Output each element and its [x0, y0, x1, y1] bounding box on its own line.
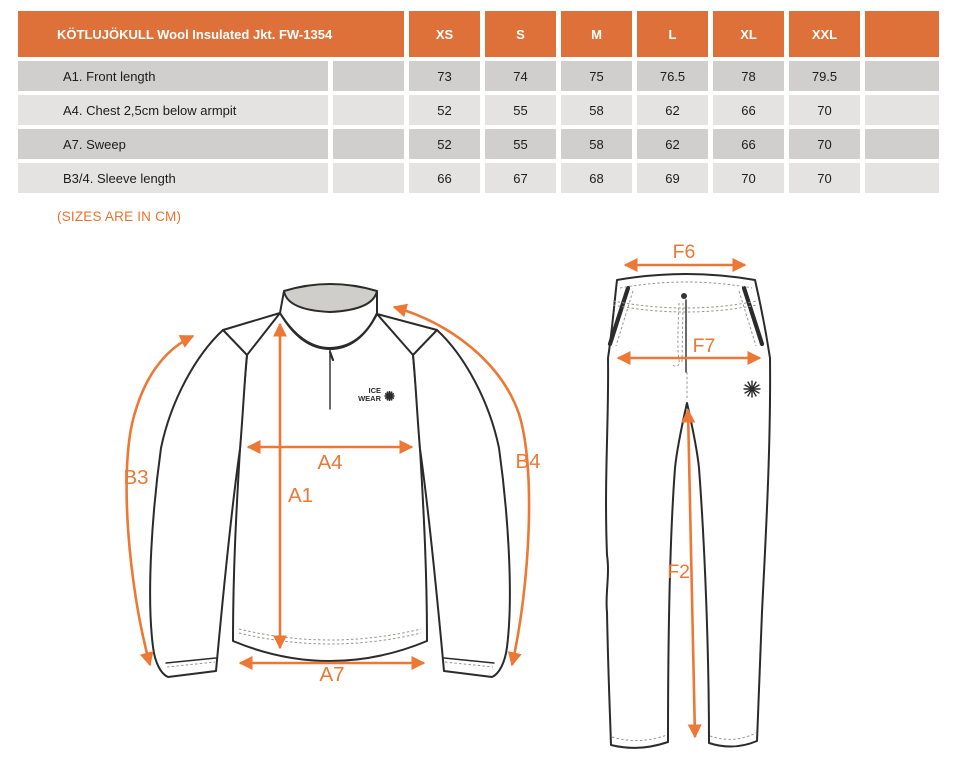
jacket-drawing	[123, 284, 540, 686]
size-col-header-xxl: XXL	[789, 11, 860, 57]
value-cell: 70	[789, 95, 860, 125]
value-cell: 69	[637, 163, 708, 193]
dim-label-a1: A1	[288, 484, 314, 507]
value-cell: 66	[713, 95, 784, 125]
row-label: A7. Sweep	[18, 129, 328, 159]
table-title: KÖTLUJÖKULL Wool Insulated Jkt. FW-1354	[18, 11, 404, 57]
units-note: (SIZES ARE IN CM)	[57, 209, 182, 224]
value-cell: 70	[713, 163, 784, 193]
value-cell: 62	[637, 129, 708, 159]
value-cell: 66	[409, 163, 480, 193]
size-col-header-m: M	[561, 11, 632, 57]
value-cell: 62	[637, 95, 708, 125]
size-col-header-l: L	[637, 11, 708, 57]
value-cell: 76.5	[637, 61, 708, 91]
value-cell: 70	[789, 163, 860, 193]
value-cell: 74	[485, 61, 556, 91]
logo-text-wear: WEAR	[358, 394, 381, 403]
size-col-header-xl: XL	[713, 11, 784, 57]
dim-label-f7: F7	[692, 335, 716, 357]
value-cell: 70	[789, 129, 860, 159]
value-cell: 58	[561, 95, 632, 125]
pants-outline	[606, 274, 770, 748]
dim-label-f2: F2	[667, 561, 690, 583]
value-cell: 58	[561, 129, 632, 159]
dim-label-a7: A7	[319, 663, 345, 686]
value-cell: 73	[409, 61, 480, 91]
value-cell: 78	[713, 61, 784, 91]
value-cell: 68	[561, 163, 632, 193]
value-cell: 52	[409, 95, 480, 125]
pants-drawing	[606, 241, 770, 748]
logo-text-ice: ICE	[368, 386, 381, 395]
row-label: A4. Chest 2,5cm below armpit	[18, 95, 328, 125]
row-label: A1. Front length	[18, 61, 328, 91]
waist-button	[681, 293, 687, 299]
size-col-header-xs: XS	[409, 11, 480, 57]
size-col-header-s: S	[485, 11, 556, 57]
dim-label-a4: A4	[317, 451, 343, 474]
value-cell: 55	[485, 95, 556, 125]
value-cell: 66	[713, 129, 784, 159]
value-cell: 55	[485, 129, 556, 159]
value-cell: 67	[485, 163, 556, 193]
dim-label-b4: B4	[515, 450, 541, 473]
row-label: B3/4. Sleeve length	[18, 163, 328, 193]
dim-label-f6: F6	[672, 241, 696, 263]
value-cell: 75	[561, 61, 632, 91]
value-cell: 52	[409, 129, 480, 159]
value-cell: 79.5	[789, 61, 860, 91]
dim-label-b3: B3	[123, 466, 149, 489]
